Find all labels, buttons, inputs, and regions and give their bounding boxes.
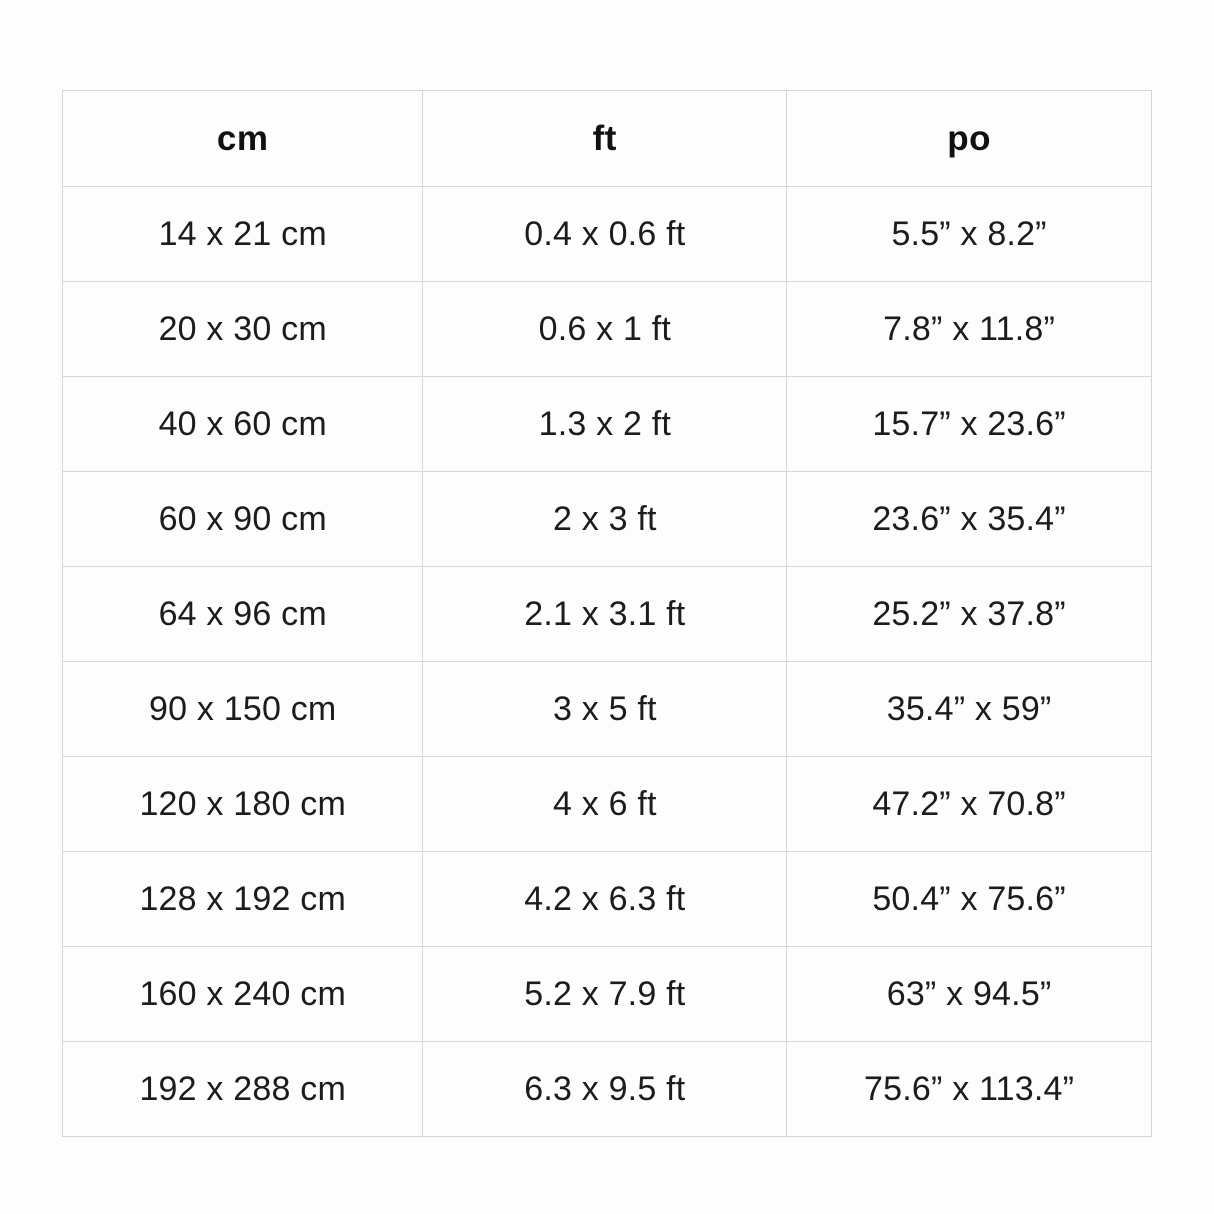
cell-cm: 128 x 192 cm <box>63 852 423 947</box>
cell-ft: 4.2 x 6.3 ft <box>423 852 787 947</box>
table-row <box>63 947 1152 1042</box>
cell-ft: 5.2 x 7.9 ft <box>423 947 787 1042</box>
cell-ft: 3 x 5 ft <box>423 662 787 757</box>
cell-cm: 20 x 30 cm <box>63 282 423 377</box>
size-conversion-table-wrapper <box>62 90 1152 1117</box>
cell-ft: 6.3 x 9.5 ft <box>423 1042 787 1137</box>
cell-ft: 1.3 x 2 ft <box>423 377 787 472</box>
cell-cm: 14 x 21 cm <box>63 187 423 282</box>
cell-po: 23.6” x 35.4” <box>787 472 1152 567</box>
table-row <box>63 472 1152 567</box>
cell-cm: 160 x 240 cm <box>63 947 423 1042</box>
cell-ft: 2 x 3 ft <box>423 472 787 567</box>
column-header-po: po <box>787 91 1152 187</box>
cell-po: 47.2” x 70.8” <box>787 757 1152 852</box>
table-row <box>63 1042 1152 1137</box>
table-header-row <box>63 91 1152 187</box>
cell-cm: 40 x 60 cm <box>63 377 423 472</box>
cell-po: 25.2” x 37.8” <box>787 567 1152 662</box>
cell-cm: 64 x 96 cm <box>63 567 423 662</box>
column-header-cm: cm <box>63 91 423 187</box>
cell-po: 75.6” x 113.4” <box>787 1042 1152 1137</box>
cell-ft: 4 x 6 ft <box>423 757 787 852</box>
cell-cm: 120 x 180 cm <box>63 757 423 852</box>
cell-po: 50.4” x 75.6” <box>787 852 1152 947</box>
table-row <box>63 187 1152 282</box>
cell-ft: 0.4 x 0.6 ft <box>423 187 787 282</box>
cell-po: 7.8” x 11.8” <box>787 282 1152 377</box>
cell-ft: 0.6 x 1 ft <box>423 282 787 377</box>
table-body <box>63 187 1152 1137</box>
table-row <box>63 662 1152 757</box>
table-row <box>63 852 1152 947</box>
table-row <box>63 377 1152 472</box>
cell-po: 35.4” x 59” <box>787 662 1152 757</box>
cell-cm: 192 x 288 cm <box>63 1042 423 1137</box>
cell-cm: 90 x 150 cm <box>63 662 423 757</box>
column-header-ft: ft <box>423 91 787 187</box>
table-header <box>63 91 1152 187</box>
cell-po: 63” x 94.5” <box>787 947 1152 1042</box>
table-row <box>63 567 1152 662</box>
size-conversion-table <box>62 90 1152 1137</box>
cell-po: 15.7” x 23.6” <box>787 377 1152 472</box>
table-row <box>63 282 1152 377</box>
table-row <box>63 757 1152 852</box>
cell-ft: 2.1 x 3.1 ft <box>423 567 787 662</box>
cell-po: 5.5” x 8.2” <box>787 187 1152 282</box>
cell-cm: 60 x 90 cm <box>63 472 423 567</box>
